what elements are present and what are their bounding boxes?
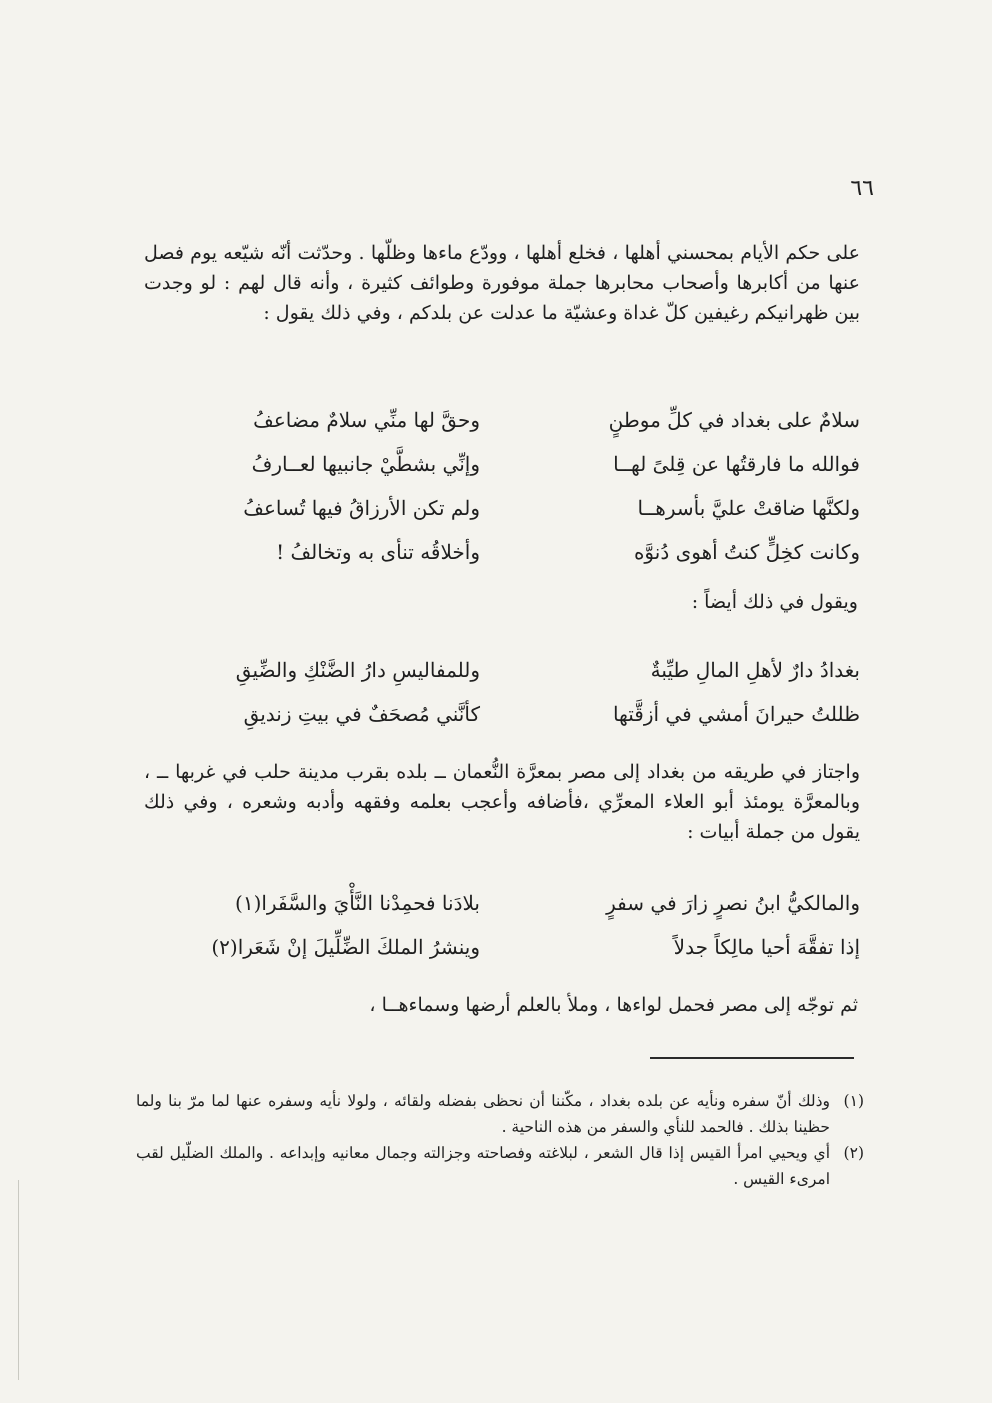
footnote-separator [650,1057,854,1059]
verse-first-hemistich: ظللتُ حيرانَ أمشي في أزقَّتها [612,702,860,726]
verse-second-hemistich: وينشرُ الملكَ الضِّلِّيلَ إنْ شَعَرا(٢) [211,935,480,959]
verse-first-hemistich: ولكنَّها ضاقتْ عليَّ بأسرهــا [637,496,860,520]
poem-2 [140,648,860,736]
footnote-number: (٢) [843,1144,864,1162]
footnote-number: (١) [843,1092,864,1110]
verse [140,881,860,925]
verse-second-hemistich: ولم تكن الأرزاقُ فيها تُساعفُ [243,496,480,520]
poem-2-intro: ويقول في ذلك أيضاً : [691,591,858,613]
verse [140,648,860,692]
verse-first-hemistich: وكانت كخِلٍّ كنتُ أهوى دُنوَّه [633,540,860,564]
paragraph-1 [144,238,860,328]
verse-first-hemistich: إذا تفقَّهَ أحيا مالِكاً جدلاً [673,935,860,959]
verse-first-hemistich: والمالكيُّ ابنُ نصرٍ زارَ في سفرٍ [606,891,860,915]
paragraph-2-text: واجتاز في طريقه من بغداد إلى مصر بمعرَّة النُّعمان ــ بلده بقرب مدينة حلب في غربها ــ ، وبالمعرَّة يومئذ أبو العلاء المعرِّي ،فأضافه وأعجب بعلمه وفقهه وأدبه وشعره ، وفي ذلك يقول من جملة أبيات : [144,761,860,843]
verse [140,398,860,442]
verse [140,530,860,574]
verse-second-hemistich: وللمفاليسِ دارُ الضَّنْكِ والضِّيقِ [235,658,480,682]
page-number: ٦٦ [850,176,874,201]
poem-3 [140,881,860,969]
verse-second-hemistich: كأنَّني مُصحَفٌ في بيتِ زنديقِ [243,702,480,726]
verse-second-hemistich: وإنِّي بشطَّيْ جانبيها لعــارفُ [251,452,480,476]
poem-1 [140,398,860,574]
verse-first-hemistich: بغدادُ دارٌ لأهلِ المالِ طيِّبةٌ [650,658,860,682]
verse-first-hemistich: فوالله ما فارقتُها عن قِلىً لهــا [613,452,860,476]
verse [140,486,860,530]
verse [140,442,860,486]
verse-second-hemistich: وأخلاقُه تنأى به وتخالفُ ! [276,540,480,564]
verse-second-hemistich: بلادَنا فحمِدْنا النَّأْيَ والسَّفَرا(١) [235,891,480,915]
paragraph-1-text: على حكم الأيام بمحسني أهلها ، فخلع أهلها ، وودّع ماءها وظلّها . وحدّثت أنّه شيّعه يوم فصل عنها من أكابرها وأصحاب محابرها جملة موفورة وطوائف كثيرة ، وأنه قال لهم : لو وجدت بين ظهرانيكم رغيفين كلّ غداة وعشيّة ما عدلت عن بلدكم ، وفي ذلك يقول : [144,242,860,324]
footnote-text: وذلك أنّ سفره ونأيه عن بلده بغداد ، مكّننا أن نحظى بفضله ولقائه ، ولولا نأيه وسفره عنها لما مرّ بنا ولما حظينا بذلك . فالحمد للنأي والسفر من هذه الناحية . [136,1092,830,1136]
verse [140,692,860,736]
verse-second-hemistich: وحقَّ لها منِّي سلامٌ مضاعفُ [253,408,480,432]
paragraph-3: ثم توجّه إلى مصر فحمل لواءها ، وملأ بالعلم أرضها وسماءهــا ، [369,994,858,1016]
footnote-text: أي ويحيي امرأ القيس إذا قال الشعر ، لبلاغته وفصاحته وجزالته وجمال معانيه وإبداعه . والملك الضلّيل لقب امرىء القيس . [136,1144,830,1188]
scan-gutter-line [18,1180,19,1380]
verse-first-hemistich: سلامٌ على بغداد في كلِّ موطنٍ [608,408,860,432]
footnote [136,1140,864,1192]
verse [140,925,860,969]
footnotes [136,1088,864,1192]
paragraph-2 [144,757,860,847]
footnote [136,1088,864,1140]
